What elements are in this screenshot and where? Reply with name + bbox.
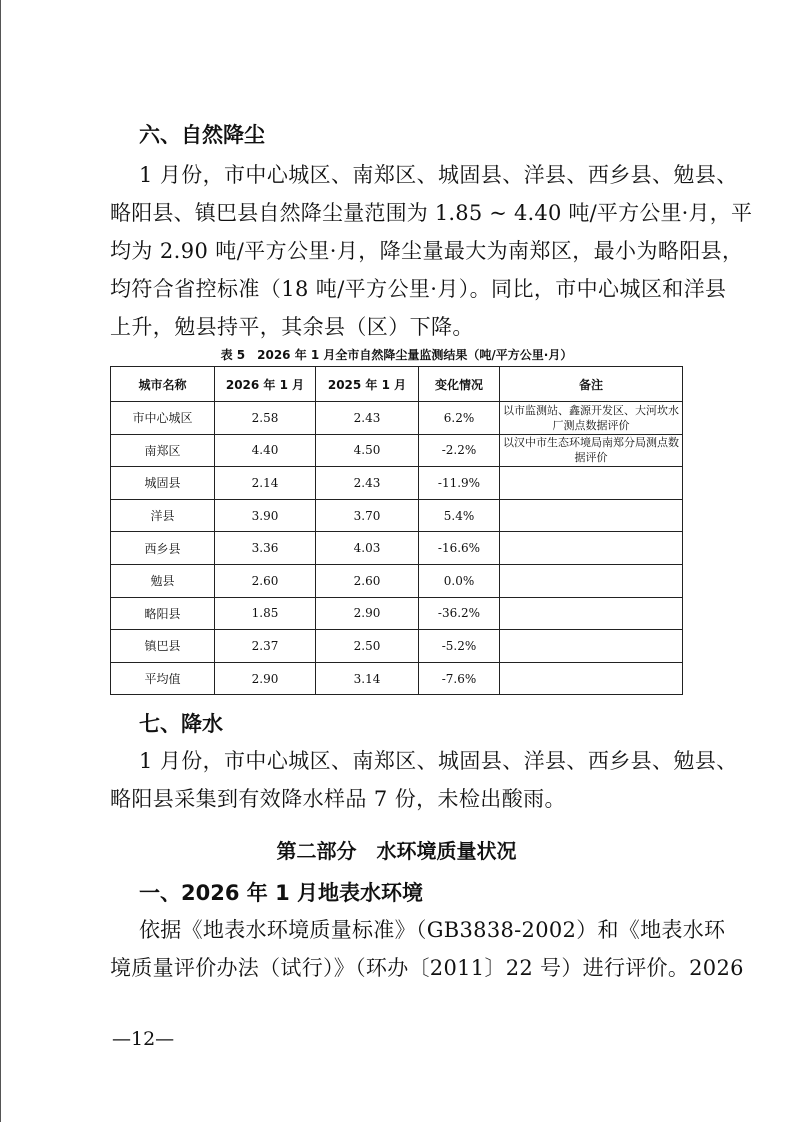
table-row	[111, 532, 683, 565]
cell-change: -36.2%	[419, 597, 500, 630]
cell-change: -7.6%	[419, 662, 500, 695]
section6-heading: 六、自然降尘	[139, 123, 265, 147]
cell-2025: 3.70	[316, 499, 419, 532]
cell-remark	[500, 532, 683, 565]
cell-change: -11.9%	[419, 467, 500, 500]
part2-title: 第二部分 水环境质量状况	[276, 839, 517, 863]
cell-2026: 2.58	[215, 402, 316, 435]
cell-remark	[500, 597, 683, 630]
cell-2026: 2.37	[215, 630, 316, 663]
cell-2025: 2.90	[316, 597, 419, 630]
cell-remark	[500, 630, 683, 663]
cell-city: 勉县	[111, 564, 215, 597]
cell-2025: 3.14	[316, 662, 419, 695]
page-left-border	[0, 0, 1, 1122]
table-row	[111, 630, 683, 663]
section6-line-4: 均符合省控标准（18 吨/平方公里·月）。同比，市中心城区和洋县	[110, 277, 727, 301]
cell-2025: 4.03	[316, 532, 419, 565]
dustfall-table	[110, 366, 683, 695]
cell-2025: 4.50	[316, 434, 419, 467]
cell-change: -2.2%	[419, 434, 500, 467]
cell-remark: 以汉中市生态环境局南郑分局测点数据评价	[500, 434, 683, 467]
cell-change: 0.0%	[419, 564, 500, 597]
header-2025: 2025 年 1 月	[316, 367, 419, 402]
table-row	[111, 597, 683, 630]
part2-line-1: 依据《地表水环境质量标准》（GB3838-2002）和《地表水环	[139, 918, 726, 942]
part2-line-2: 境质量评价办法（试行）》（环办〔2011〕22 号）进行评价。2026	[110, 956, 744, 980]
cell-city: 略阳县	[111, 597, 215, 630]
section7-line-2: 略阳县采集到有效降水样品 7 份，未检出酸雨。	[110, 787, 566, 811]
table-row	[111, 662, 683, 695]
section6-line-2: 略阳县、镇巴县自然降尘量范围为 1.85 ~ 4.40 吨/平方公里·月，平	[110, 201, 753, 225]
section6-line-3: 均为 2.90 吨/平方公里·月，降尘量最大为南郑区，最小为略阳县，	[110, 239, 744, 263]
cell-remark	[500, 499, 683, 532]
table-header-row	[111, 367, 683, 402]
cell-city: 平均值	[111, 662, 215, 695]
cell-remark: 以市监测站、鑫源开发区、大河坎水厂测点数据评价	[500, 402, 683, 435]
header-change: 变化情况	[419, 367, 500, 402]
table-row	[111, 402, 683, 435]
cell-2026: 2.60	[215, 564, 316, 597]
cell-change: 5.4%	[419, 499, 500, 532]
cell-city: 镇巴县	[111, 630, 215, 663]
section6-line-1: 1 月份，市中心城区、南郑区、城固县、洋县、西乡县、勉县、	[139, 163, 738, 187]
cell-city: 城固县	[111, 467, 215, 500]
cell-2026: 3.36	[215, 532, 316, 565]
header-2026: 2026 年 1 月	[215, 367, 316, 402]
part2-heading: 一、2026 年 1 月地表水环境	[139, 881, 423, 905]
header-city: 城市名称	[111, 367, 215, 402]
cell-city: 洋县	[111, 499, 215, 532]
cell-2026: 3.90	[215, 499, 316, 532]
cell-2025: 2.50	[316, 630, 419, 663]
cell-change: -5.2%	[419, 630, 500, 663]
cell-change: -16.6%	[419, 532, 500, 565]
table-row	[111, 564, 683, 597]
cell-remark	[500, 564, 683, 597]
cell-2026: 2.14	[215, 467, 316, 500]
cell-city: 市中心城区	[111, 402, 215, 435]
cell-change: 6.2%	[419, 402, 500, 435]
section7-line-1: 1 月份，市中心城区、南郑区、城固县、洋县、西乡县、勉县、	[139, 749, 738, 773]
section7-heading: 七、降水	[139, 712, 223, 736]
cell-city: 西乡县	[111, 532, 215, 565]
cell-2025: 2.43	[316, 467, 419, 500]
table-row	[111, 467, 683, 500]
cell-2026: 2.90	[215, 662, 316, 695]
cell-2026: 1.85	[215, 597, 316, 630]
table-row	[111, 434, 683, 467]
cell-2025: 2.43	[316, 402, 419, 435]
cell-2025: 2.60	[316, 564, 419, 597]
page-number: —12—	[112, 1028, 175, 1050]
cell-remark	[500, 662, 683, 695]
cell-city: 南郑区	[111, 434, 215, 467]
table-caption: 表 5 2026 年 1 月全市自然降尘量监测结果（吨/平方公里·月）	[220, 348, 573, 362]
section6-line-5: 上升，勉县持平，其余县（区）下降。	[110, 315, 474, 339]
cell-remark	[500, 467, 683, 500]
header-remark: 备注	[500, 367, 683, 402]
table-row	[111, 499, 683, 532]
cell-2026: 4.40	[215, 434, 316, 467]
